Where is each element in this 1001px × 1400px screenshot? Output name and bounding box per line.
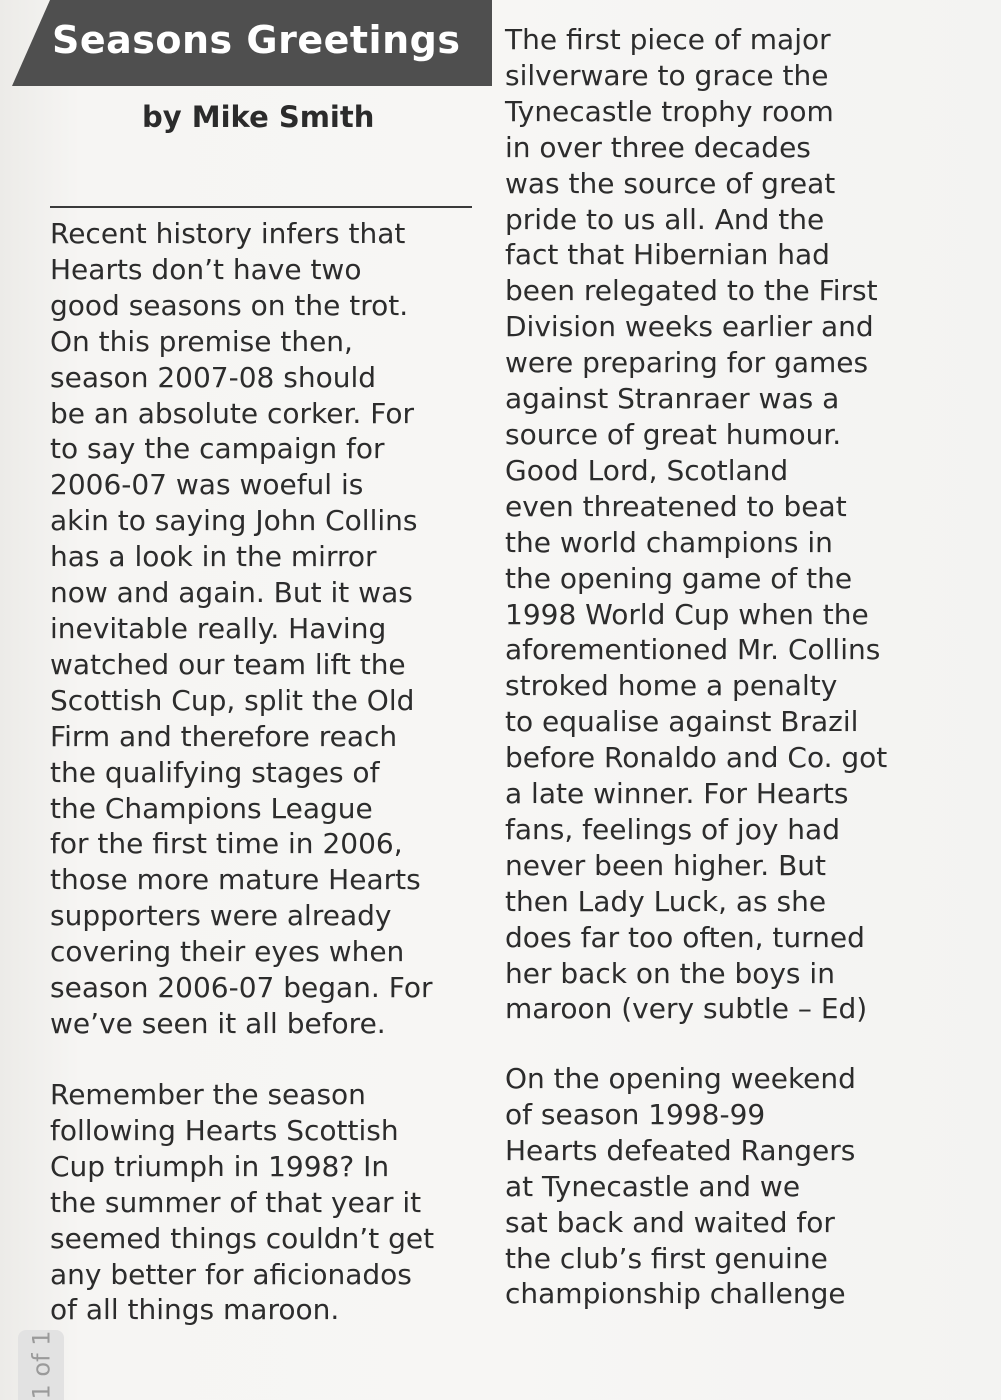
text-line: the Champions League — [50, 791, 373, 825]
right-column-paragraph-1 — [505, 22, 887, 1027]
text-line: seemed things couldn’t get — [50, 1221, 435, 1255]
text-line: never been higher. But — [505, 848, 827, 882]
text-line: Remember the season — [50, 1078, 366, 1111]
text-line: Tynecastle trophy room — [505, 94, 834, 128]
text-line: the club’s first genuine — [505, 1241, 828, 1275]
page-indicator — [18, 1330, 64, 1400]
text-line: Firm and therefore reach — [50, 719, 398, 753]
text-line: season 2007-08 should — [50, 360, 376, 394]
text-line: 2006-07 was woeful is — [50, 468, 364, 502]
text-line: Division weeks earlier and — [505, 310, 874, 344]
text-line: Scottish Cup, split the Old — [50, 683, 415, 717]
text-line: season 2006-07 began. For — [50, 971, 433, 1005]
text-line: now and again. But it was — [50, 576, 413, 610]
text-line: On this premise then, — [50, 324, 353, 358]
text-line: sat back and waited for — [505, 1205, 835, 1239]
text-line: stroked home a penalty — [505, 669, 838, 703]
text-line: pride to us all. And the — [505, 202, 825, 236]
text-line: has a look in the mirror — [50, 540, 377, 574]
text-line: Hearts don’t have two — [50, 252, 362, 286]
byline-divider — [50, 206, 472, 208]
text-line: championship challenge — [505, 1277, 846, 1311]
text-line: we’ve seen it all before. — [50, 1006, 386, 1040]
text-line: to equalise against Brazil — [505, 705, 859, 739]
text-line: the world champions in — [505, 525, 833, 559]
text-line: On the opening weekend — [505, 1062, 856, 1095]
text-line: good seasons on the trot. — [50, 288, 409, 322]
text-line: her back on the boys in — [505, 956, 835, 990]
text-line: silverware to grace the — [505, 58, 829, 92]
text-line: Good Lord, Scotland — [505, 453, 789, 487]
article-title: Seasons Greetings — [52, 18, 461, 62]
text-line: the opening game of the — [505, 561, 853, 595]
text-line: covering their eyes when — [50, 935, 405, 969]
text-line: been relegated to the First — [505, 274, 878, 308]
text-line: then Lady Luck, as she — [505, 884, 827, 918]
text-line: fans, feelings of joy had — [505, 812, 840, 846]
text-line: before Ronaldo and Co. got — [505, 741, 888, 775]
text-line: even threatened to beat — [505, 489, 847, 523]
left-column-paragraph-2 — [50, 1077, 434, 1328]
text-line: of season 1998-99 — [505, 1097, 766, 1131]
text-line: inevitable really. Having — [50, 611, 387, 645]
text-line: fact that Hibernian had — [505, 238, 830, 272]
page-indicator-label: 1 of 1 — [27, 1330, 55, 1400]
text-line: The first piece of major — [505, 23, 831, 56]
text-line: against Stranraer was a — [505, 382, 840, 416]
text-line: those more mature Hearts — [50, 863, 421, 897]
article-byline: by Mike Smith — [142, 100, 375, 134]
text-line: source of great humour. — [505, 417, 842, 451]
text-line: maroon (very subtle – Ed) — [505, 992, 868, 1026]
text-line: the summer of that year it — [50, 1185, 422, 1219]
text-line: was the source of great — [505, 166, 836, 200]
text-line: Hearts defeated Rangers — [505, 1133, 856, 1167]
text-line: does far too often, turned — [505, 920, 865, 954]
text-line: following Hearts Scottish — [50, 1113, 399, 1147]
text-line: of all things maroon. — [50, 1293, 340, 1327]
text-line: be an absolute corker. For — [50, 396, 414, 430]
text-line: to say the campaign for — [50, 432, 385, 466]
text-line: 1998 World Cup when the — [505, 597, 869, 631]
text-line: a late winner. For Hearts — [505, 777, 849, 811]
text-line: were preparing for games — [505, 346, 869, 380]
text-line: watched our team lift the — [50, 647, 406, 681]
text-line: supporters were already — [50, 899, 392, 933]
text-line: at Tynecastle and we — [505, 1169, 801, 1203]
text-line: Recent history infers that — [50, 217, 406, 250]
text-line: for the first time in 2006, — [50, 827, 403, 861]
text-line: akin to saying John Collins — [50, 504, 418, 538]
left-column-paragraph-1 — [50, 216, 432, 1042]
right-column-paragraph-2 — [505, 1061, 856, 1312]
text-line: Cup triumph in 1998? In — [50, 1149, 390, 1183]
text-line: in over three decades — [505, 130, 811, 164]
text-line: the qualifying stages of — [50, 755, 380, 789]
text-line: any better for aficionados — [50, 1257, 412, 1291]
text-line: aforementioned Mr. Collins — [505, 633, 881, 667]
